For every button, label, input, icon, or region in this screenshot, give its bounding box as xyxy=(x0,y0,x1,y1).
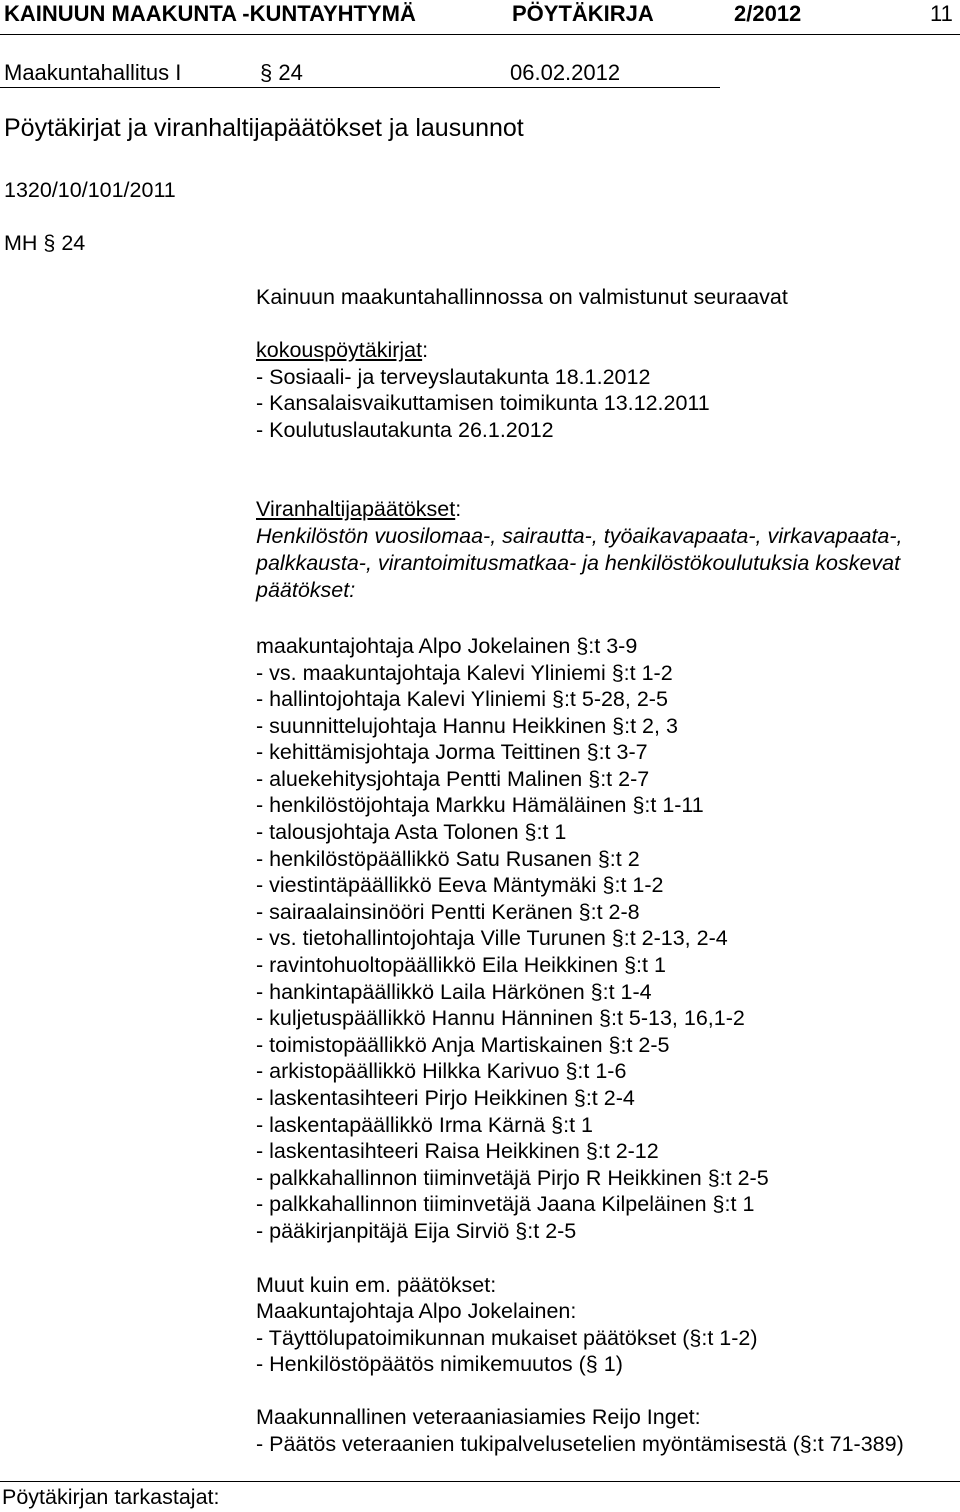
footer-text: Pöytäkirjan tarkastajat: xyxy=(2,1485,220,1509)
decision-item: - talousjohtaja Asta Tolonen §:t 1 xyxy=(256,820,567,844)
intro-text: Kainuun maakuntahallinnossa on valmistunut seuraavat xyxy=(256,285,788,309)
other-item: - Täyttölupatoimikunnan mukaiset päätökset (§:t 1-2) xyxy=(256,1326,758,1350)
decision-item: - kuljetuspäällikkö Hannu Hänninen §:t 5-13, 16,1-2 xyxy=(256,1006,745,1030)
decision-item: - vs. maakuntajohtaja Kalevi Yliniemi §:t 1-2 xyxy=(256,661,673,685)
decision-item: - palkkahallinnon tiiminvetäjä Jaana Kilpeläinen §:t 1 xyxy=(256,1192,755,1216)
meeting-date: 06.02.2012 xyxy=(510,60,621,85)
meeting-body: Maakuntahallitus I xyxy=(4,60,182,85)
decision-item: - laskentasihteeri Pirjo Heikkinen §:t 2-4 xyxy=(256,1086,635,1110)
decision-item: - viestintäpäällikkö Eeva Mäntymäki §:t 1-2 xyxy=(256,873,664,897)
decision-item: maakuntajohtaja Alpo Jokelainen §:t 3-9 xyxy=(256,634,638,658)
decision-item: - ravintohuoltopäällikkö Eila Heikkinen §:t 1 xyxy=(256,953,666,977)
decisions-description: Henkilöstön vuosilomaa-, sairautta-, työaikavapaata-, virkavapaata-, xyxy=(256,524,903,548)
other-heading: Muut kuin em. päätökset: xyxy=(256,1273,497,1297)
prior-section: MH § 24 xyxy=(4,231,86,255)
decision-item: - henkilöstöjohtaja Markku Hämäläinen §:t 1-11 xyxy=(256,793,704,817)
doc-type: PÖYTÄKIRJA xyxy=(512,1,654,26)
decision-item: - vs. tietohallintojohtaja Ville Turunen §:t 2-13, 2-4 xyxy=(256,926,728,950)
decision-item: - henkilöstöpäällikkö Satu Rusanen §:t 2 xyxy=(256,847,640,871)
veteran-heading: Maakunnallinen veteraaniasiamies Reijo Inget: xyxy=(256,1405,701,1429)
decision-item: - pääkirjanpitäjä Eija Sirviö §:t 2-5 xyxy=(256,1219,577,1243)
decisions-heading-label: Viranhaltijapäätökset xyxy=(256,497,456,521)
decision-item: - arkistopäällikkö Hilkka Karivuo §:t 1-6 xyxy=(256,1059,627,1083)
decision-item: - hankintapäällikkö Laila Härkönen §:t 1-4 xyxy=(256,980,652,1004)
minutes-heading: kokouspöytäkirjat: xyxy=(256,338,429,362)
other-subheading: Maakuntajohtaja Alpo Jokelainen: xyxy=(256,1299,577,1323)
org-name: KAINUUN MAAKUNTA -KUNTAYHTYMÄ xyxy=(4,1,416,26)
decision-item: - toimistopäällikkö Anja Martiskainen §:t 2-5 xyxy=(256,1033,670,1057)
minutes-item: - Kansalaisvaikuttamisen toimikunta 13.12.2011 xyxy=(256,391,710,415)
subheader-divider xyxy=(0,87,720,88)
page-number: 11 xyxy=(930,1,953,26)
decisions-heading: Viranhaltijapäätökset: xyxy=(256,497,462,521)
page-title: Pöytäkirjat ja viranhaltijapäätökset ja lausunnot xyxy=(4,114,524,142)
document-header xyxy=(4,1,956,29)
minutes-heading-label: kokouspöytäkirjat xyxy=(256,338,423,362)
decision-item: - laskentasihteeri Raisa Heikkinen §:t 2-12 xyxy=(256,1139,659,1163)
reference-number: 1320/10/101/2011 xyxy=(4,178,176,202)
header-divider xyxy=(0,34,960,35)
section-number: § 24 xyxy=(260,60,303,85)
meeting-info xyxy=(4,60,704,88)
decision-item: - palkkahallinnon tiiminvetäjä Pirjo R Heikkinen §:t 2-5 xyxy=(256,1166,769,1190)
minutes-item: - Koulutuslautakunta 26.1.2012 xyxy=(256,418,554,442)
decision-item: - kehittämisjohtaja Jorma Teittinen §:t 3-7 xyxy=(256,740,648,764)
footer-divider xyxy=(0,1481,960,1482)
veteran-item: - Päätös veteraanien tukipalvelusetelien myöntämisestä (§:t 71-389) xyxy=(256,1432,904,1456)
decision-item: - suunnittelujohtaja Hannu Heikkinen §:t 2, 3 xyxy=(256,714,678,738)
other-item: - Henkilöstöpäätös nimikemuutos (§ 1) xyxy=(256,1352,623,1376)
decisions-description: päätökset: xyxy=(256,578,356,602)
decision-item: - laskentapäällikkö Irma Kärnä §:t 1 xyxy=(256,1113,593,1137)
decisions-description: palkkausta-, virantoimitusmatkaa- ja henkilöstökoulutuksia koskevat xyxy=(256,551,901,575)
doc-number: 2/2012 xyxy=(734,1,802,26)
decision-item: - aluekehitysjohtaja Pentti Malinen §:t 2-7 xyxy=(256,767,650,791)
decision-item: - hallintojohtaja Kalevi Yliniemi §:t 5-28, 2-5 xyxy=(256,687,668,711)
minutes-item: - Sosiaali- ja terveyslautakunta 18.1.2012 xyxy=(256,365,651,389)
decision-item: - sairaalainsinööri Pentti Keränen §:t 2-8 xyxy=(256,900,640,924)
